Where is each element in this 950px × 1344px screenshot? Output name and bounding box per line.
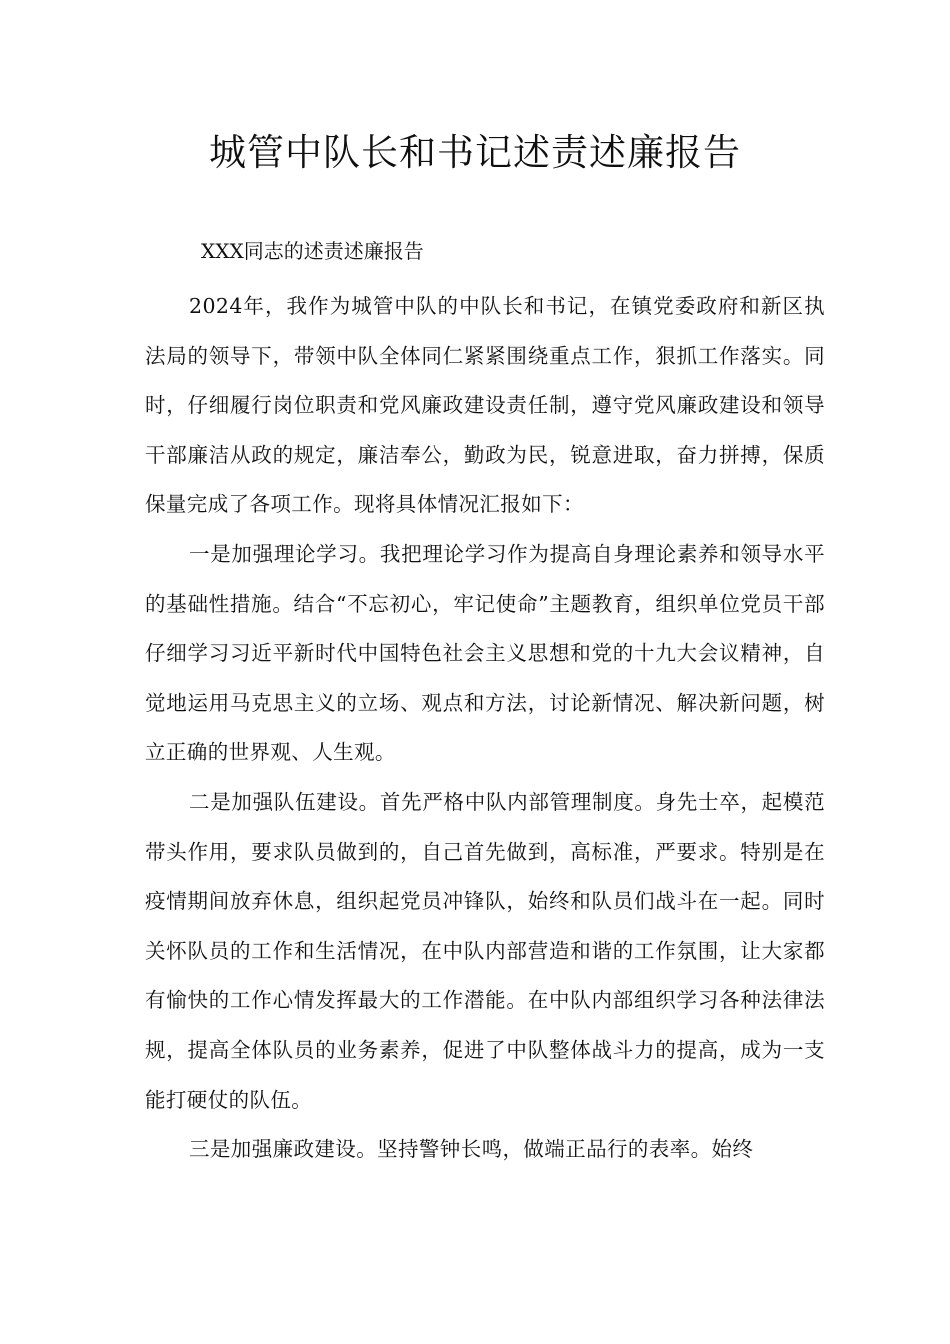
document-title: 城管中队长和书记述责述廉报告 bbox=[209, 131, 741, 174]
paragraph-theory-study: 一是加强理论学习。我把理论学习作为提高自身理论素养和领导水平的基础性措施。结合“不忘初心，牢记使命”主题教育，组织单位党员干部仔细学习习近平新时代中国特色社会主义思想和党的十九大会议精神，自觉地运用马克思主义的立场、观点和方法，讨论新情况、解决新问题，树立正确的世界观、人生观。 bbox=[145, 541, 825, 765]
paragraph-intro: 2024年，我作为城管中队的中队长和书记，在镇党委政府和新区执法局的领导下，带领中队全体同仁紧紧围绕重点工作，狠抓工作落实。同时，仔细履行岗位职责和党风廉政建设责任制，遵守党风廉政建设和领导干部廉洁从政的规定，廉洁奉公，勤政为民，锐意进取，奋力拼搏，保质保量完成了各项工作。现将具体情况汇报如下： bbox=[145, 294, 825, 517]
paragraph-team-building: 二是加强队伍建设。首先严格中队内部管理制度。身先士卒，起模范带头作用，要求队员做到的，自己首先做到，高标准，严要求。特别是在疫情期间放弃休息，组织起党员冲锋队，始终和队员们战斗在一起。同时关怀队员的工作和生活情况，在中队内部营造和谐的工作氛围，让大家都有愉快的工作心情发挥最大的工作潜能。在中队内部组织学习各种法律法规，提高全体队员的业务素养，促进了中队整体战斗力的提高，成为一支能打硬仗的队伍。 bbox=[145, 789, 825, 1112]
document-body bbox=[145, 282, 825, 1175]
paragraph-integrity-building: 三是加强廉政建设。坚持警钟长鸣，做端正品行的表率。始终 bbox=[189, 1137, 754, 1162]
document-subtitle: XXX同志的述责述廉报告 bbox=[201, 239, 424, 263]
